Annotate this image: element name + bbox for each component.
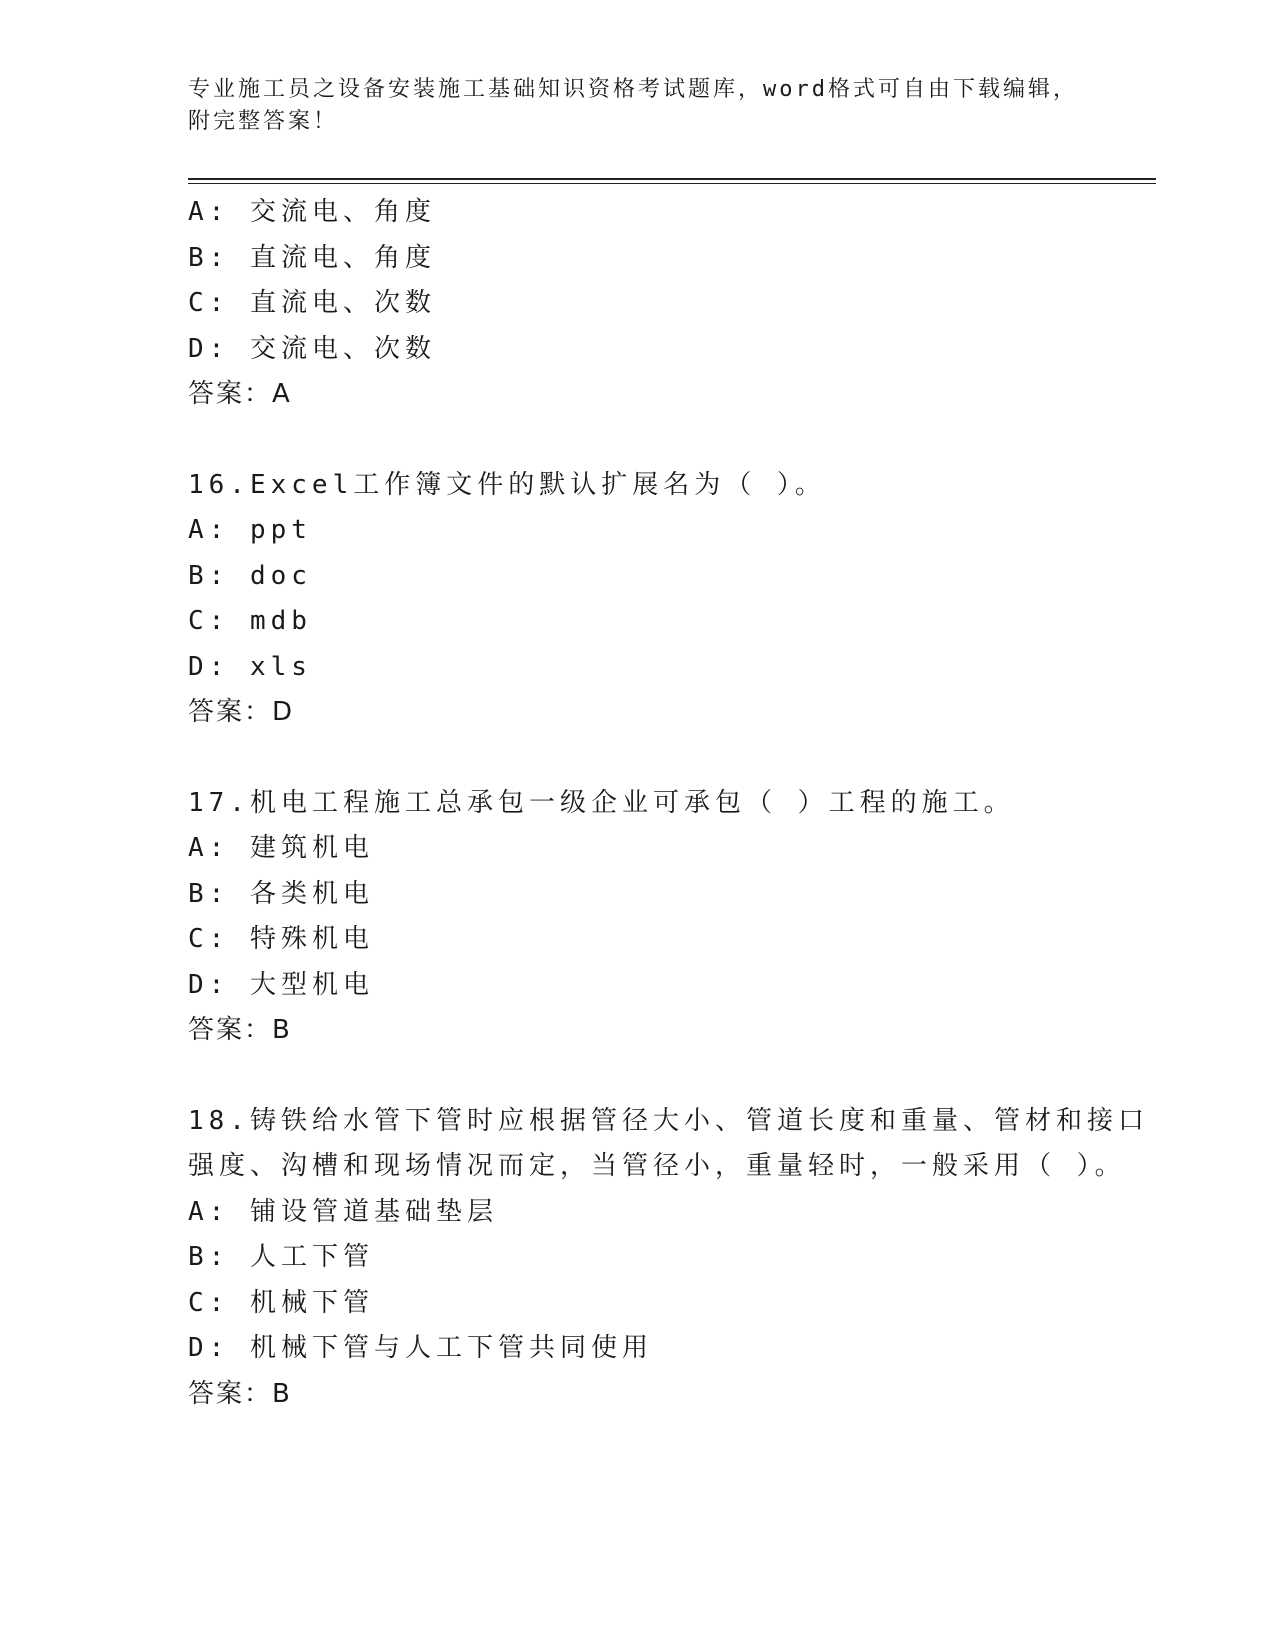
question-text: 16.Excel工作簿文件的默认扩展名为（ ）。: [188, 469, 826, 500]
option-c: C: 特殊机电: [188, 924, 374, 954]
option-b: B: doc: [188, 560, 312, 591]
option-b: B: 各类机电: [188, 878, 374, 909]
spacer: [188, 736, 1118, 781]
option-c: C: mdb: [188, 606, 312, 636]
header-line-1: 专业施工员之设备安装施工基础知识资格考试题库，word格式可自由下载编辑，: [188, 77, 1078, 102]
question-17: [188, 781, 1118, 1054]
option-d: D: 交流电、次数: [188, 333, 436, 364]
option-c: C: 直流电、次数: [188, 288, 436, 318]
option-b: B: 人工下管: [188, 1242, 374, 1272]
answer: 答案：A: [188, 379, 292, 409]
option-a: A: 铺设管道基础垫层: [188, 1196, 498, 1227]
option-d: D: xls: [188, 651, 312, 682]
answer: 答案：B: [188, 1378, 292, 1409]
question-text-line-2: 强度、沟槽和现场情况而定，当管径小，重量轻时，一般采用（ ）。: [188, 1151, 1126, 1181]
option-b: B: 直流电、角度: [188, 242, 436, 273]
answer: 答案：D: [188, 697, 295, 727]
header-divider: [188, 178, 1156, 184]
answer: 答案：B: [188, 1015, 292, 1045]
question-15: [188, 190, 1118, 418]
option-a: A: 交流电、角度: [188, 197, 436, 227]
question-list: [188, 190, 1149, 1417]
question-16: [188, 463, 1118, 736]
option-a: A: ppt: [188, 515, 312, 545]
question-text-line-1: 18.铸铁给水管下管时应根据管径大小、管道长度和重量、管材和接口: [188, 1105, 1149, 1136]
option-a: A: 建筑机电: [188, 833, 374, 863]
header-line-2: 附完整答案！: [188, 109, 339, 134]
option-c: C: 机械下管: [188, 1287, 374, 1318]
spacer: [188, 1054, 1118, 1099]
spacer: [188, 418, 1118, 463]
option-d: D: 机械下管与人工下管共同使用: [188, 1333, 653, 1363]
option-d: D: 大型机电: [188, 969, 374, 1000]
question-18: [188, 1099, 1149, 1418]
question-text: 17.机电工程施工总承包一级企业可承包（ ）工程的施工。: [188, 787, 1015, 818]
document-header: [188, 74, 1088, 138]
